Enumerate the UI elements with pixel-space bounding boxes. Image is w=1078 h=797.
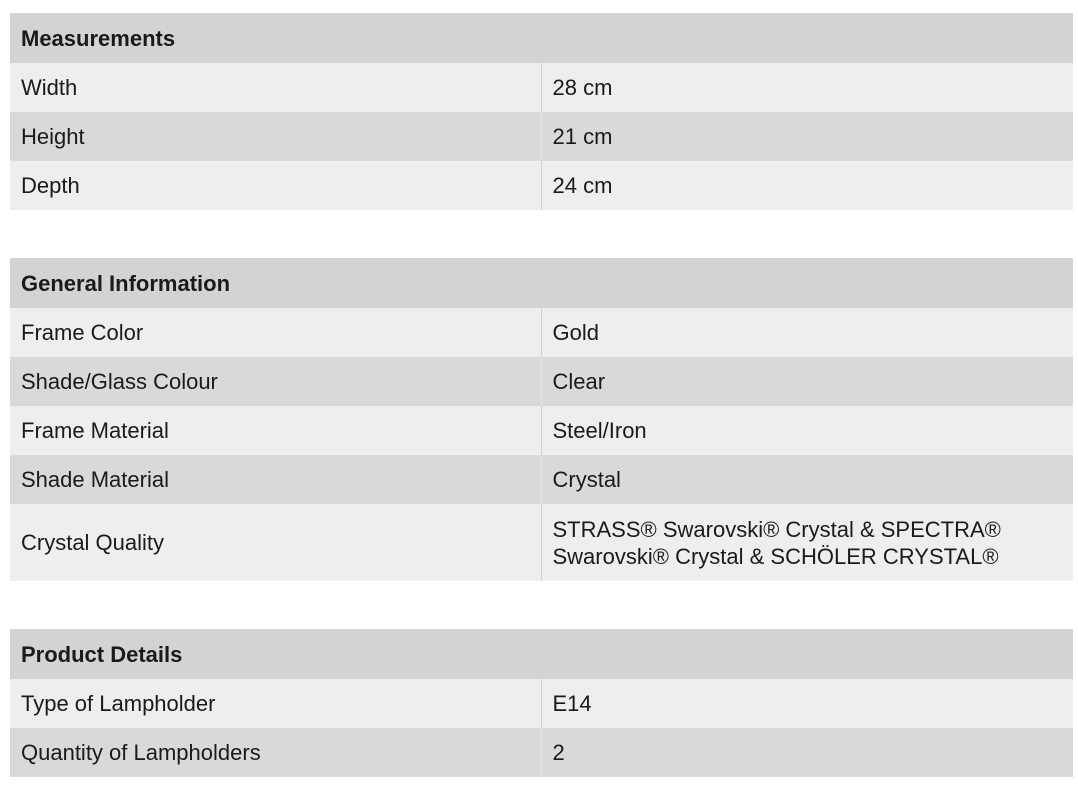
spec-value: Clear xyxy=(541,357,1073,406)
spec-value: 28 cm xyxy=(541,63,1073,112)
spec-label: Height xyxy=(10,112,541,161)
table-row xyxy=(10,112,1073,161)
table-row xyxy=(10,728,1073,777)
table-row xyxy=(10,357,1073,406)
section-header xyxy=(10,629,1073,679)
section-title: Measurements xyxy=(10,13,1073,63)
section-title: Product Details xyxy=(10,629,1073,679)
measurements-table xyxy=(10,13,1073,210)
spec-value: STRASS® Swarovski® Crystal & SPECTRA® Swarovski® Crystal & SCHÖLER CRYSTAL® xyxy=(541,504,1073,581)
spec-value: 2 xyxy=(541,728,1073,777)
spec-value: 24 cm xyxy=(541,161,1073,210)
spec-value: 21 cm xyxy=(541,112,1073,161)
spec-label: Frame Color xyxy=(10,308,541,357)
table-row xyxy=(10,308,1073,357)
spec-value: Steel/Iron xyxy=(541,406,1073,455)
table-row xyxy=(10,455,1073,504)
table-row xyxy=(10,504,1073,581)
section-header xyxy=(10,13,1073,63)
table-row xyxy=(10,161,1073,210)
spec-value: Gold xyxy=(541,308,1073,357)
table-row xyxy=(10,406,1073,455)
spec-value: Crystal xyxy=(541,455,1073,504)
table-row xyxy=(10,679,1073,728)
spec-value: E14 xyxy=(541,679,1073,728)
spec-label: Depth xyxy=(10,161,541,210)
table-row xyxy=(10,63,1073,112)
spec-label: Width xyxy=(10,63,541,112)
spec-label: Type of Lampholder xyxy=(10,679,541,728)
spec-label: Frame Material xyxy=(10,406,541,455)
section-header xyxy=(10,258,1073,308)
spec-label: Shade/Glass Colour xyxy=(10,357,541,406)
section-title: General Information xyxy=(10,258,1073,308)
spec-label: Crystal Quality xyxy=(10,504,541,581)
spec-label: Shade Material xyxy=(10,455,541,504)
product-details-table xyxy=(10,629,1073,777)
spec-label: Quantity of Lampholders xyxy=(10,728,541,777)
general-information-table xyxy=(10,258,1073,581)
